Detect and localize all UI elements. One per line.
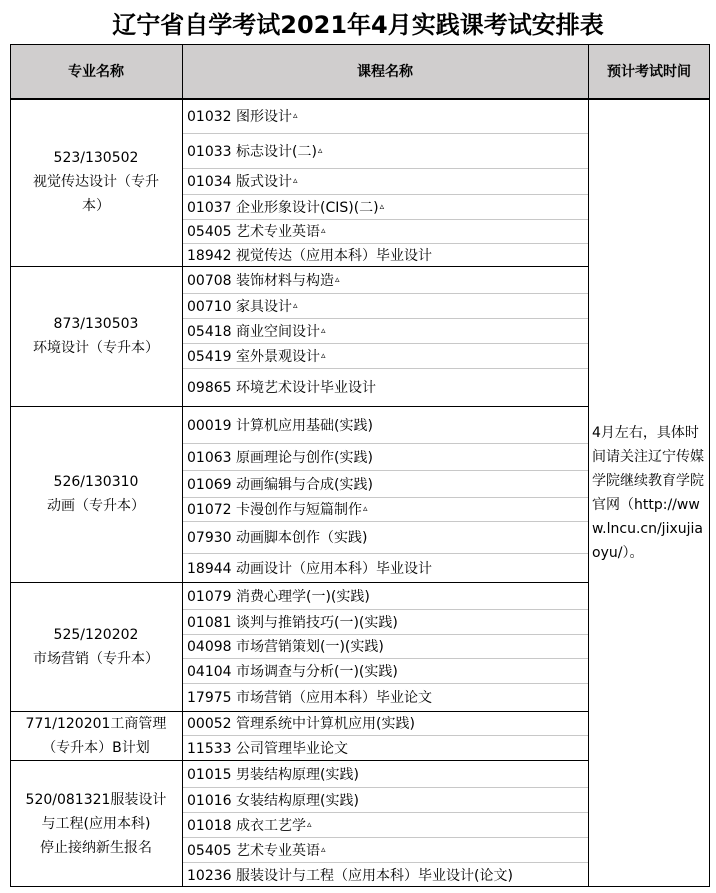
- group-border: [10, 711, 588, 712]
- page-title: 辽宁省自学考试2021年4月实践课考试安排表: [112, 10, 604, 39]
- major-cell: [10, 266, 182, 406]
- practice-triangle-mark: ▵: [321, 844, 326, 855]
- major-name-line: （专升本）B计划: [42, 739, 150, 756]
- course-cell: [182, 837, 593, 862]
- course-cell: [182, 658, 593, 683]
- practice-triangle-mark: ▵: [293, 300, 298, 311]
- course-name: 18942 视觉传达（应用本科）毕业设计: [187, 247, 432, 264]
- major-name-line: 动画（专升本）: [47, 498, 145, 514]
- course-cell: [182, 812, 593, 837]
- major-name-line: 520/081321服装设计: [25, 791, 167, 808]
- course-name: 04104 市场调查与分析(一)(实践): [187, 663, 398, 680]
- group-border: [10, 266, 588, 267]
- course-name: 05405 艺术专业英语: [187, 842, 320, 859]
- major-name-line: 停止接纳新生报名: [40, 839, 152, 856]
- major-name-line: 873/130503: [53, 316, 139, 332]
- course-cell: [182, 318, 593, 343]
- group-border: [10, 406, 588, 407]
- course-name: 00710 家具设计: [187, 298, 292, 315]
- course-name: 01079 消费心理学(一)(实践): [187, 588, 370, 605]
- practice-triangle-mark: ▵: [307, 819, 312, 830]
- course-name: 01015 男装结构原理(实践): [187, 766, 359, 783]
- course-cell: [182, 634, 593, 658]
- course-name: 01018 成衣工艺学: [187, 817, 306, 834]
- group-border: [10, 582, 588, 583]
- course-cell: [182, 521, 593, 553]
- course-name: 01081 谈判与推销技巧(一)(实践): [187, 614, 398, 631]
- course-cell: [182, 406, 593, 443]
- header-border: [10, 98, 710, 100]
- course-name: 05405 艺术专业英语: [187, 224, 320, 240]
- major-name-line: 视觉传达设计（专升: [33, 174, 159, 190]
- bottom-border: [10, 886, 710, 887]
- major-cell: [10, 98, 182, 266]
- course-cell: [182, 497, 593, 521]
- course-name: 07930 动画脚本创作（实践): [187, 530, 368, 546]
- course-cell: [182, 760, 593, 787]
- course-name: 10236 服装设计与工程（应用本科）毕业设计(论文): [187, 867, 513, 884]
- course-name: 01034 版式设计: [187, 174, 292, 190]
- top-border: [10, 44, 710, 45]
- major-cell: [10, 582, 182, 711]
- practice-triangle-mark: ▵: [321, 325, 326, 336]
- course-cell: [182, 862, 593, 887]
- course-name: 01063 原画理论与创作(实践): [187, 449, 373, 466]
- header-time: 预计考试时间: [607, 64, 691, 80]
- practice-triangle-mark: ▵: [321, 226, 326, 236]
- course-name: 01037 企业形象设计(CIS)(二): [187, 199, 379, 216]
- practice-triangle-mark: ▵: [293, 110, 298, 121]
- course-cell: [182, 98, 593, 133]
- course-cell: [182, 582, 593, 609]
- course-name: 01016 女装结构原理(实践): [187, 792, 359, 809]
- major-name-line: 市场营销（专升本）: [33, 650, 159, 667]
- course-cell: [182, 368, 593, 406]
- course-name: 05419 室外景观设计: [187, 348, 320, 365]
- practice-triangle-mark: ▵: [379, 201, 385, 212]
- course-cell: [182, 711, 593, 735]
- major-name-line: 526/130310: [53, 474, 139, 490]
- schedule-table: [10, 44, 710, 887]
- course-name: 01033 标志设计(二): [187, 143, 317, 160]
- course-cell: [182, 343, 593, 368]
- major-name-line: 环境设计（专升本）: [33, 340, 159, 356]
- exam-time-cell: 4月左右，具体时间请关注辽宁传媒学院继续教育学院官网（http://www.lncu.cn/jixujiaoyu/）。: [592, 424, 704, 561]
- course-name: 00019 计算机应用基础(实践): [187, 417, 373, 434]
- header-major: 专业名称: [68, 64, 124, 80]
- course-cell: [182, 683, 593, 711]
- major-name-line: 523/130502: [53, 150, 139, 166]
- practice-triangle-mark: ▵: [317, 145, 323, 156]
- course-name: 00052 管理系统中计算机应用(实践): [187, 716, 415, 732]
- column-border: [709, 44, 710, 887]
- course-cell: [182, 443, 593, 470]
- course-name: 01032 图形设计: [187, 108, 292, 125]
- course-cell: [182, 168, 593, 194]
- course-cell: [182, 266, 593, 293]
- major-cell: [10, 406, 182, 582]
- column-border: [588, 44, 589, 887]
- practice-triangle-mark: ▵: [363, 504, 368, 514]
- group-border: [10, 760, 588, 761]
- course-cell: [182, 219, 593, 243]
- course-cell: [182, 735, 593, 760]
- course-cell: [182, 293, 593, 318]
- course-name: 11533 公司管理毕业论文: [187, 740, 348, 757]
- major-cell: [10, 760, 182, 887]
- course-name: 05418 商业空间设计: [187, 323, 320, 340]
- major-name-line: 与工程(应用本科): [41, 815, 151, 832]
- course-name: 04098 市场营销策划(一)(实践): [187, 639, 384, 655]
- major-name-line: 771/120201工商管理: [25, 715, 167, 732]
- course-cell: [182, 787, 593, 812]
- major-cell: [10, 711, 182, 760]
- course-cell: [182, 553, 593, 582]
- course-name: 01069 动画编辑与合成(实践): [187, 476, 373, 493]
- header-course: 课程名称: [357, 64, 413, 80]
- practice-triangle-mark: ▵: [293, 176, 298, 186]
- course-name: 09865 环境艺术设计毕业设计: [187, 380, 376, 396]
- course-name: 01072 卡漫创作与短篇制作: [187, 502, 362, 518]
- course-cell: [182, 243, 593, 266]
- course-name: 18944 动画设计（应用本科）毕业设计: [187, 560, 432, 577]
- course-name: 17975 市场营销（应用本科）毕业论文: [187, 690, 432, 706]
- course-cell: [182, 470, 593, 497]
- course-cell: [182, 133, 593, 168]
- practice-triangle-mark: ▵: [335, 274, 340, 285]
- course-cell: [182, 194, 593, 219]
- practice-triangle-mark: ▵: [321, 350, 326, 361]
- major-name-line: 本）: [82, 198, 110, 214]
- major-name-line: 525/120202: [53, 626, 139, 643]
- course-name: 00708 装饰材料与构造: [187, 272, 334, 289]
- course-cell: [182, 609, 593, 634]
